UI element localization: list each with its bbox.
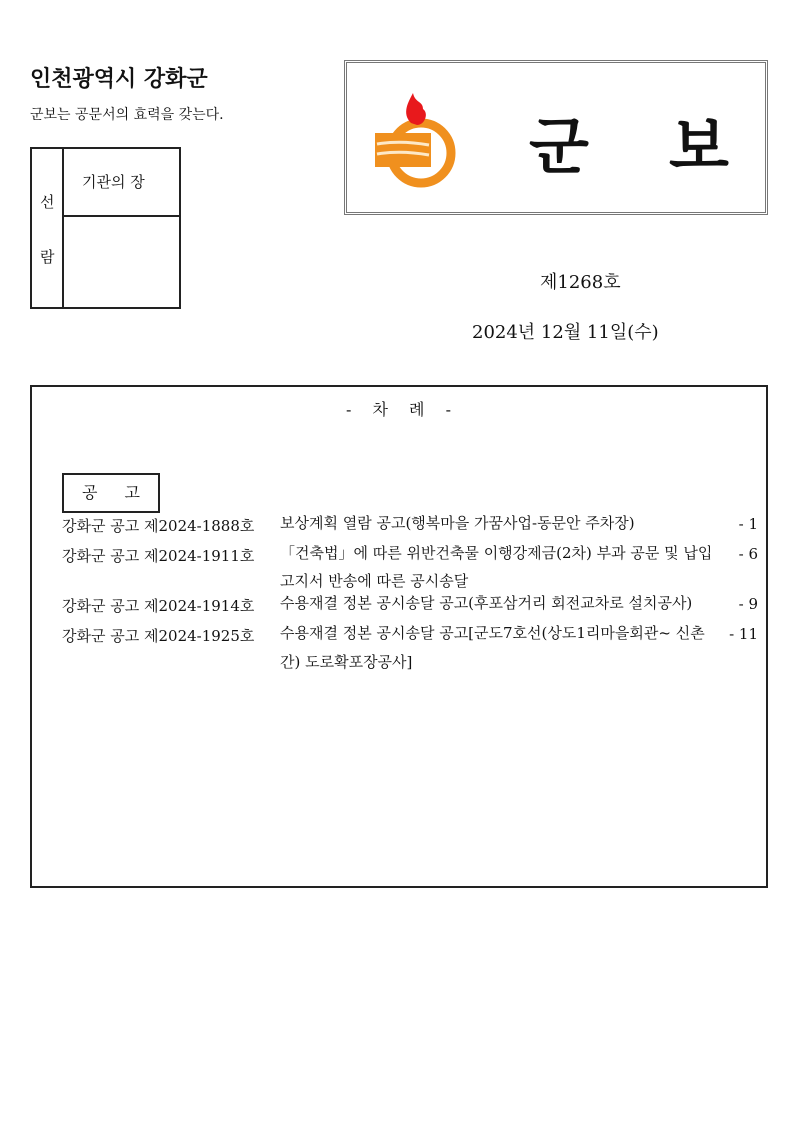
toc-heading: - 차 례 - xyxy=(346,400,452,419)
banner-char: 군 xyxy=(529,110,589,183)
side-label: 람 xyxy=(40,248,55,266)
county-logo-icon xyxy=(371,91,463,191)
divider xyxy=(62,215,179,217)
page-number: - 6 xyxy=(738,545,758,563)
cell-label: 기관의 장 xyxy=(82,173,145,191)
page-number: - 11 xyxy=(729,625,758,643)
side-label: 선 xyxy=(40,193,55,211)
page-number: - 1 xyxy=(738,515,758,533)
gazette-banner xyxy=(344,60,768,215)
notice-number: 강화군 공고 제2024-1911호 xyxy=(62,547,255,565)
org-title: 인천광역시 강화군 xyxy=(30,67,208,92)
issue-date: 2024년 12월 11일(수) xyxy=(472,322,659,343)
notice-title: 보상계획 열람 공고(행복마을 가꿈사업-동문안 주차장) xyxy=(280,514,635,532)
notice-number: 강화군 공고 제2024-1925호 xyxy=(62,627,255,645)
divider xyxy=(62,149,64,307)
section-label: 공 고 xyxy=(62,473,160,513)
legal-notice: 군보는 공문서의 효력을 갖는다. xyxy=(30,107,224,123)
page-number: - 9 xyxy=(738,595,758,613)
notice-title: 수용재결 정본 공시송달 공고[군도7호선(상도1리마을회관~ 신촌간) 도로확포장공사] xyxy=(280,624,705,671)
notice-title: 수용재결 정본 공시송달 공고(후포삼거리 회전교차로 설치공사) xyxy=(280,594,693,612)
circulation-box xyxy=(30,147,181,309)
table-of-contents xyxy=(30,385,768,888)
banner-char: 보 xyxy=(669,110,729,183)
issue-number: 제1268호 xyxy=(540,272,621,293)
notice-number: 강화군 공고 제2024-1914호 xyxy=(62,597,255,615)
notice-number: 강화군 공고 제2024-1888호 xyxy=(62,517,255,535)
notice-title: 「건축법」에 따른 위반건축물 이행강제금(2차) 부과 공문 및 납입고지서 반송에 따른 공시송달 xyxy=(280,544,713,590)
